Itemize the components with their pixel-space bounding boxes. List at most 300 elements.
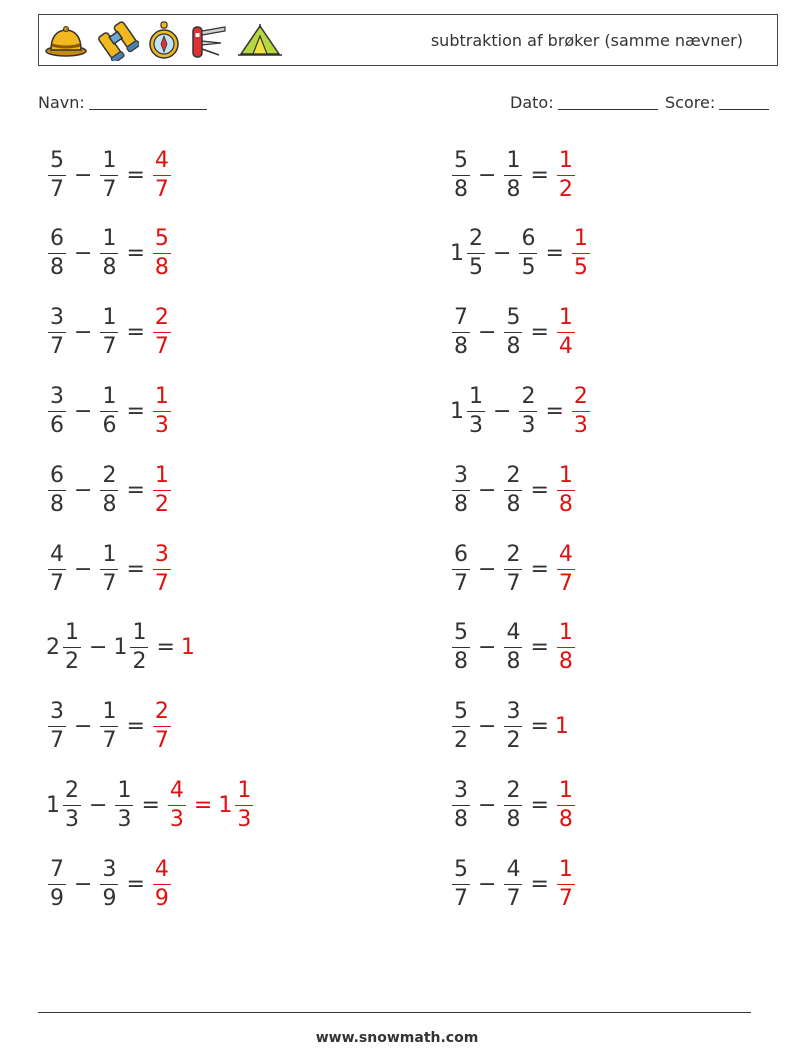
- answer-numerator: 2: [572, 386, 590, 412]
- answer-numerator: 1: [153, 386, 171, 412]
- answer-fraction: [153, 462, 171, 517]
- minuend-fraction: [467, 228, 485, 279]
- minuend-fraction: [48, 462, 66, 517]
- problem-row: [46, 692, 173, 762]
- minuend-denominator: 8: [454, 334, 468, 360]
- subtrahend-numerator: 1: [504, 150, 522, 176]
- answer-number: [151, 701, 173, 752]
- answer-number: [218, 777, 255, 832]
- minuend-denominator: 2: [65, 649, 79, 675]
- answer-numerator: 3: [153, 544, 171, 570]
- equals-sign: =: [530, 556, 549, 582]
- subtrahend-numerator: 1: [100, 701, 118, 727]
- answer-number: [151, 228, 173, 279]
- minuend-denominator: 8: [454, 649, 468, 675]
- subtrahend-fraction: [504, 622, 522, 673]
- answer: [151, 307, 173, 358]
- answer-denominator: 4: [558, 334, 573, 360]
- minus-sign: −: [478, 556, 497, 582]
- answer: [151, 701, 173, 752]
- subtrahend-number: [113, 622, 150, 673]
- answer-fraction: [153, 307, 171, 358]
- equals-sign: =: [545, 241, 564, 267]
- minuend-number: [46, 383, 68, 438]
- minuend-fraction: [48, 307, 66, 358]
- problem-row: [450, 219, 592, 289]
- answer-fraction: [557, 777, 575, 832]
- subtrahend-numerator: 2: [100, 465, 118, 491]
- minuend-number: [46, 622, 83, 673]
- answer-denominator: 3: [169, 806, 184, 832]
- subtrahend-numerator: 2: [504, 780, 522, 806]
- subtrahend-fraction: [115, 777, 133, 832]
- minuend-number: [46, 777, 83, 832]
- minuend-denominator: 3: [65, 806, 79, 832]
- answer-numerator: 1: [557, 307, 575, 333]
- subtrahend-number: [517, 228, 539, 279]
- equals-sign: =: [530, 714, 549, 740]
- answer-denominator: 7: [154, 570, 169, 596]
- answer-numerator: 5: [153, 228, 171, 254]
- answer-denominator: 3: [237, 806, 252, 832]
- equals-sign: =: [530, 320, 549, 346]
- subtrahend-fraction: [504, 541, 522, 596]
- minus-sign: −: [74, 398, 93, 424]
- minus-sign: −: [478, 320, 497, 346]
- subtrahend-numerator: 5: [504, 307, 522, 333]
- answer-number: [151, 383, 173, 438]
- answer-whole: 1: [218, 792, 233, 818]
- subtrahend-denominator: 8: [506, 806, 521, 832]
- answer-fraction: [557, 147, 575, 202]
- answer: [555, 856, 577, 911]
- subtrahend-denominator: 7: [102, 728, 117, 754]
- answer-numerator: 4: [557, 544, 575, 570]
- minus-sign: −: [74, 477, 93, 503]
- problem-row: [450, 770, 577, 840]
- subtrahend-fraction: [504, 307, 522, 358]
- answer-number: [151, 147, 173, 202]
- minus-sign: −: [74, 871, 93, 897]
- minuend-numerator: 6: [48, 228, 66, 254]
- minuend-number: [46, 701, 68, 752]
- minus-sign: −: [74, 556, 93, 582]
- minus-sign: −: [478, 162, 497, 188]
- minuend-denominator: 8: [454, 176, 468, 202]
- minuend-numerator: 2: [467, 228, 485, 254]
- answer: [151, 147, 173, 202]
- answer-denominator: 7: [154, 334, 169, 360]
- subtrahend-numerator: 1: [100, 544, 118, 570]
- answer-numerator: 2: [153, 307, 171, 333]
- subtrahend-denominator: 8: [506, 334, 521, 360]
- minus-sign: −: [74, 241, 93, 267]
- minuend-numerator: 3: [48, 307, 66, 333]
- answer: [151, 541, 173, 596]
- answer: [151, 228, 173, 279]
- subtrahend-numerator: 1: [115, 780, 133, 806]
- equals-sign: =: [530, 162, 549, 188]
- subtrahend-number: [502, 856, 524, 911]
- subtrahend-fraction: [100, 701, 118, 752]
- answer-fraction: [153, 147, 171, 202]
- subtrahend-denominator: 9: [102, 885, 117, 911]
- subtrahend-number: [502, 777, 524, 832]
- minuend-numerator: 5: [452, 150, 470, 176]
- footer-url: www.snowmath.com: [315, 1030, 479, 1046]
- minuend-denominator: 6: [50, 412, 64, 438]
- minuend-denominator: 7: [50, 334, 64, 360]
- subtrahend-number: [502, 307, 524, 358]
- score-label: Score:: [665, 93, 716, 112]
- minuend-fraction: [452, 777, 470, 832]
- minuend-numerator: 5: [452, 701, 470, 727]
- minuend-denominator: 7: [454, 885, 468, 911]
- subtrahend-denominator: 8: [102, 255, 117, 281]
- minuend-denominator: 3: [469, 412, 483, 438]
- minuend-numerator: 6: [48, 465, 66, 491]
- minuend-number: [450, 307, 472, 358]
- minuend-denominator: 8: [50, 255, 64, 281]
- minuend-number: [450, 701, 472, 752]
- answer-number: [570, 383, 592, 438]
- answer: [555, 541, 577, 596]
- equals-sign: =: [126, 477, 145, 503]
- answer-denominator: 9: [154, 885, 169, 911]
- subtrahend-denominator: 2: [506, 728, 521, 754]
- minuend-numerator: 7: [48, 859, 66, 885]
- minuend-whole: 1: [450, 241, 464, 267]
- subtrahend-fraction: [100, 147, 118, 202]
- equals-sign: =: [126, 241, 145, 267]
- subtrahend-number: [502, 147, 524, 202]
- answer: [555, 307, 577, 358]
- answer: [151, 462, 173, 517]
- equals-sign: =: [126, 162, 145, 188]
- minuend-numerator: 3: [48, 386, 66, 412]
- subtrahend-number: [502, 701, 524, 752]
- problem-row: [46, 298, 173, 368]
- answer: [555, 777, 577, 832]
- answer-fraction: [153, 701, 171, 752]
- subtrahend-denominator: 3: [117, 806, 132, 832]
- subtrahend-denominator: 3: [521, 412, 536, 438]
- subtrahend-number: [502, 462, 524, 517]
- answer: [570, 383, 592, 438]
- minuend-denominator: 2: [454, 728, 468, 754]
- answer-denominator: 8: [558, 649, 573, 675]
- minuend-denominator: 5: [469, 255, 483, 281]
- subtrahend-numerator: 2: [504, 544, 522, 570]
- subtrahend-number: [98, 541, 120, 596]
- answer-fraction: [557, 622, 575, 673]
- subtrahend-denominator: 7: [506, 570, 521, 596]
- equals-sign: =: [530, 792, 549, 818]
- subtrahend-denominator: 8: [506, 649, 521, 675]
- minuend-fraction: [452, 541, 470, 596]
- minus-sign: −: [478, 714, 497, 740]
- minuend-denominator: 8: [50, 491, 64, 517]
- subtrahend-number: [98, 228, 120, 279]
- subtrahend-denominator: 6: [102, 412, 117, 438]
- minuend-number: [46, 307, 68, 358]
- minus-sign: −: [74, 714, 93, 740]
- minuend-numerator: 6: [452, 544, 470, 570]
- minuend-numerator: 1: [63, 622, 81, 648]
- minuend-denominator: 8: [454, 806, 468, 832]
- equals-sign: =: [156, 635, 175, 661]
- answer-fraction: [153, 541, 171, 596]
- minuend-denominator: 7: [50, 176, 64, 202]
- answer-numerator: 1: [235, 780, 253, 806]
- minuend-number: [450, 622, 472, 673]
- minuend-number: [46, 228, 68, 279]
- subtrahend-number: [98, 147, 120, 202]
- minuend-number: [450, 147, 472, 202]
- answer: [555, 622, 577, 673]
- minuend-fraction: [63, 777, 81, 832]
- minuend-denominator: 7: [50, 570, 64, 596]
- answer-fraction: [168, 777, 186, 832]
- answer-numerator: 4: [153, 859, 171, 885]
- answer-fraction: [557, 462, 575, 517]
- answer-denominator: 7: [558, 570, 573, 596]
- minuend-number: [46, 462, 68, 517]
- minus-sign: −: [493, 398, 512, 424]
- subtrahend-numerator: 1: [100, 307, 118, 333]
- minuend-numerator: 3: [452, 780, 470, 806]
- subtrahend-numerator: 2: [519, 386, 537, 412]
- equals-sign: =: [126, 714, 145, 740]
- minuend-numerator: 1: [467, 386, 485, 412]
- minuend-fraction: [452, 307, 470, 358]
- minuend-whole: 1: [450, 398, 464, 424]
- minuend-number: [450, 228, 487, 279]
- answer-number: [570, 228, 592, 279]
- subtrahend-numerator: 1: [100, 386, 118, 412]
- name-label: Navn:: [38, 93, 85, 112]
- minuend-numerator: 5: [452, 859, 470, 885]
- subtrahend-numerator: 3: [504, 701, 522, 727]
- answer: [151, 856, 173, 911]
- minuend-fraction: [48, 383, 66, 438]
- answer-numerator: 1: [557, 465, 575, 491]
- minuend-fraction: [48, 856, 66, 911]
- equals-sign: =: [141, 792, 160, 818]
- answer-denominator: 3: [154, 412, 169, 438]
- subtrahend-fraction: [504, 856, 522, 911]
- minuend-fraction: [48, 541, 66, 596]
- minuend-fraction: [63, 622, 81, 673]
- minus-sign: −: [89, 635, 108, 661]
- answer-denominator: 8: [558, 491, 573, 517]
- subtrahend-fraction: [100, 856, 118, 911]
- minus-sign: −: [478, 477, 497, 503]
- subtrahend-fraction: [100, 541, 118, 596]
- answer: [166, 777, 255, 832]
- minuend-fraction: [48, 701, 66, 752]
- answer-denominator: 5: [573, 255, 588, 281]
- subtrahend-fraction: [504, 462, 522, 517]
- answer-denominator: 7: [154, 176, 169, 202]
- answer: [555, 147, 577, 202]
- answer-whole: 1: [554, 714, 569, 740]
- answer-number: [555, 147, 577, 202]
- answer: [151, 383, 173, 438]
- equals-sign: =: [530, 871, 549, 897]
- problem-row: [450, 298, 577, 368]
- answer-number: [151, 541, 173, 596]
- minuend-number: [450, 777, 472, 832]
- equals-sign: =: [126, 871, 145, 897]
- subtrahend-number: [98, 462, 120, 517]
- answer-denominator: 8: [558, 806, 573, 832]
- subtrahend-numerator: 2: [504, 465, 522, 491]
- equals-sign: =: [193, 792, 213, 818]
- subtrahend-number: [98, 307, 120, 358]
- answer: [181, 635, 196, 660]
- minus-sign: −: [478, 871, 497, 897]
- answer-denominator: 2: [558, 176, 573, 202]
- answer-numerator: 1: [557, 780, 575, 806]
- answer-fraction: [153, 856, 171, 911]
- answer-number: [151, 856, 173, 911]
- subtrahend-denominator: 5: [521, 255, 536, 281]
- subtrahend-numerator: 1: [100, 150, 118, 176]
- minuend-fraction: [48, 147, 66, 202]
- subtrahend-number: [502, 541, 524, 596]
- subtrahend-numerator: 1: [130, 622, 148, 648]
- minuend-numerator: 4: [48, 544, 66, 570]
- subtrahend-whole: 1: [113, 635, 128, 661]
- subtrahend-denominator: 7: [506, 885, 521, 911]
- minuend-numerator: 3: [48, 701, 66, 727]
- minuend-numerator: 7: [452, 307, 470, 333]
- subtrahend-fraction: [130, 622, 148, 673]
- minus-sign: −: [74, 320, 93, 346]
- problem-row: [46, 455, 173, 525]
- answer-number: [555, 307, 577, 358]
- minuend-fraction: [452, 147, 470, 202]
- problem-row: [46, 534, 173, 604]
- subtrahend-denominator: 7: [102, 334, 117, 360]
- minuend-fraction: [452, 462, 470, 517]
- problem-row: [450, 140, 577, 210]
- answer-number: [181, 635, 196, 660]
- problem-row: [46, 770, 255, 840]
- subtrahend-fraction: [100, 307, 118, 358]
- subtrahend-numerator: 3: [100, 859, 118, 885]
- subtrahend-denominator: 7: [102, 176, 117, 202]
- answer-numerator: 1: [557, 150, 575, 176]
- equals-sign: =: [126, 556, 145, 582]
- problem-row: [46, 613, 196, 683]
- equals-sign: =: [126, 398, 145, 424]
- minuend-whole: 1: [46, 792, 60, 818]
- minus-sign: −: [478, 635, 497, 661]
- answer-whole: 1: [180, 635, 195, 661]
- footer-divider: [38, 1012, 751, 1013]
- answer: [570, 228, 592, 279]
- subtrahend-fraction: [504, 701, 522, 752]
- subtrahend-fraction: [504, 777, 522, 832]
- answer-number: [555, 541, 577, 596]
- minuend-number: [46, 856, 68, 911]
- minuend-denominator: 7: [454, 570, 468, 596]
- answer-fraction: [572, 383, 590, 438]
- problem-row: [450, 692, 570, 762]
- minuend-numerator: 5: [452, 622, 470, 648]
- equals-sign: =: [545, 398, 564, 424]
- answer-denominator: 8: [154, 255, 169, 281]
- subtrahend-number: [502, 622, 524, 673]
- minus-sign: −: [74, 162, 93, 188]
- subtrahend-fraction: [100, 228, 118, 279]
- answer-number: [555, 714, 570, 739]
- minuend-denominator: 9: [50, 885, 64, 911]
- answer-number: [555, 462, 577, 517]
- minuend-numerator: 2: [63, 780, 81, 806]
- answer-denominator: 3: [573, 412, 588, 438]
- answer-denominator: 7: [154, 728, 169, 754]
- minuend-fraction: [452, 856, 470, 911]
- subtrahend-fraction: [519, 383, 537, 438]
- equals-sign: =: [530, 635, 549, 661]
- answer-fraction: [557, 856, 575, 911]
- equals-sign: =: [126, 320, 145, 346]
- answer-fraction: [572, 228, 590, 279]
- minuend-number: [450, 383, 487, 438]
- minus-sign: −: [89, 792, 108, 818]
- minuend-fraction: [467, 383, 485, 438]
- problem-row: [450, 455, 577, 525]
- date-label: Dato:: [510, 93, 554, 112]
- answer-number: [555, 622, 577, 673]
- subtrahend-numerator: 6: [519, 228, 537, 254]
- minuend-number: [450, 856, 472, 911]
- answer-numerator: 2: [153, 701, 171, 727]
- minuend-number: [450, 462, 472, 517]
- equals-sign: =: [530, 477, 549, 503]
- subtrahend-number: [113, 777, 135, 832]
- subtrahend-fraction: [504, 147, 522, 202]
- answer-number: [555, 777, 577, 832]
- minuend-fraction: [48, 228, 66, 279]
- problem-row: [450, 849, 577, 919]
- subtrahend-fraction: [100, 462, 118, 517]
- worksheet-title: subtraktion af brøker (samme nævner): [430, 31, 743, 50]
- answer-numerator: 1: [572, 228, 590, 254]
- answer-denominator: 7: [558, 885, 573, 911]
- minus-sign: −: [493, 241, 512, 267]
- answer-fraction: [235, 777, 253, 832]
- subtrahend-numerator: 4: [504, 859, 522, 885]
- answer-numerator: 1: [557, 622, 575, 648]
- subtrahend-number: [98, 856, 120, 911]
- minuend-whole: 2: [46, 635, 60, 661]
- answer: [555, 462, 577, 517]
- minuend-fraction: [452, 622, 470, 673]
- minuend-numerator: 5: [48, 150, 66, 176]
- minuend-denominator: 7: [50, 728, 64, 754]
- subtrahend-denominator: 8: [506, 491, 521, 517]
- answer-fraction: [557, 307, 575, 358]
- answer-fraction: [557, 541, 575, 596]
- problem-row: [46, 140, 173, 210]
- problem-row: [46, 376, 173, 446]
- answer-numerator: 1: [557, 859, 575, 885]
- subtrahend-denominator: 2: [132, 649, 147, 675]
